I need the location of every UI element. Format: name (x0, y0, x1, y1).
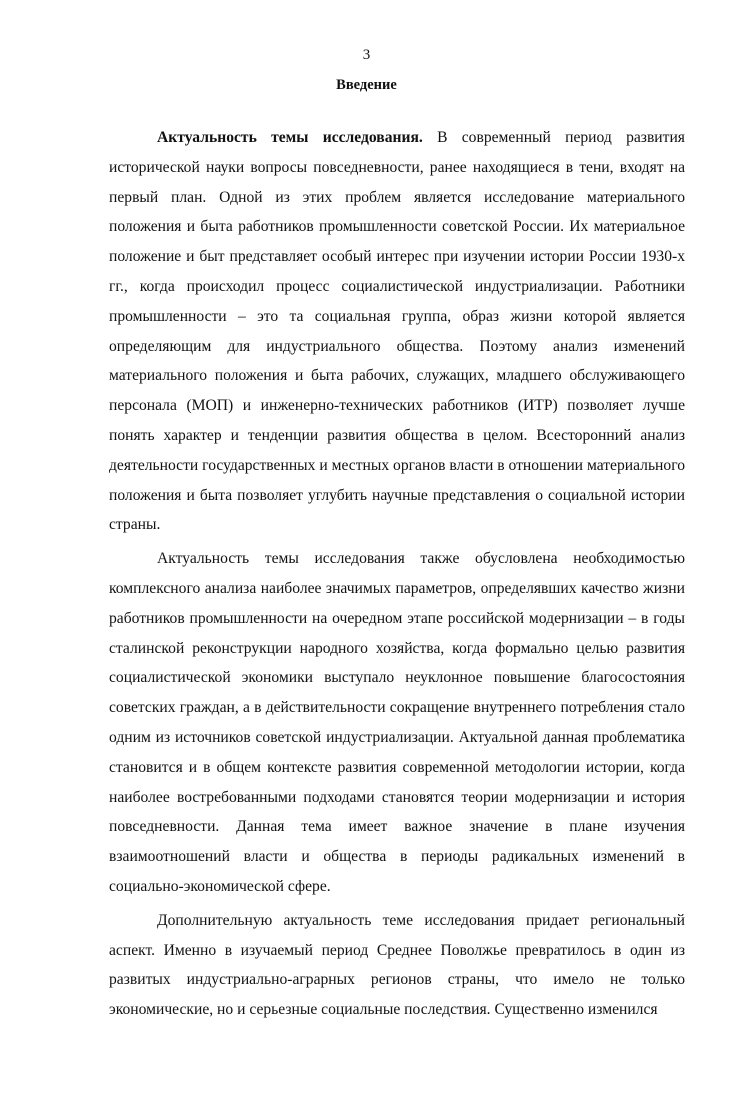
paragraph-relevance (109, 123, 685, 540)
paragraph-text: В современный период развития исторической науки вопросы повседневности, ранее находящиеся в тени, входят на первый план. Одной из этих проблем является исследование материального положения и быта работников промышленности советской России. Их материальное положение и быт представляет особый интерес при изучении истории России 1930-х гг., когда происходил процесс социалистической индустриализации. Работники промышленности – это та социальная группа, образ жизни которой является определяющим для индустриального общества. Поэтому анализ изменений материального положения и быта рабочих, служащих, младшего обслуживающего персонала (МОП) и инженерно-технических работников (ИТР) позволяет лучше понять характер и тенденции развития общества в целом. Всесторонний анализ деятельности государственных и местных органов власти в отношении материального положения и быта позволяет углубить научные представления о социальной истории страны. (109, 129, 685, 534)
paragraph-relevance-continued (109, 544, 685, 902)
paragraph-regional-aspect (109, 906, 685, 1025)
paragraph-text: Актуальность темы исследования также обусловлена необходимостью комплексного анализа наиболее значимых параметров, определявших качество жизни работников промышленности на очередном этапе российской модернизации – в годы сталинской реконструкции народного хозяйства, когда формально целью развития социалистической экономики выступало неуклонное повышение благосостояния советских граждан, а в действительности сокращение внутреннего потребления стало одним из источников советской индустриализации. Актуальной данная проблематика становится и в общем контексте развития современной методологии истории, когда наиболее востребованными подходами становятся теории модернизации и история повседневности. Данная тема имеет важное значение в плане изучения взаимоотношений власти и общества в периоды радикальных изменений в социально-экономической сфере. (109, 550, 685, 895)
paragraph-lead: Актуальность темы исследования. (157, 129, 423, 146)
document-body (109, 123, 685, 1025)
section-heading: Введение (336, 77, 397, 93)
paragraph-text: Дополнительную актуальность теме исследования придает региональный аспект. Именно в изучаемый период Среднее Поволжье превратилось в один из развитых индустриально-аграрных регионов страны, что имело не только экономические, но и серьезные социальные последствия. Существенно изменился (109, 911, 685, 1019)
page-number: 3 (362, 47, 371, 63)
